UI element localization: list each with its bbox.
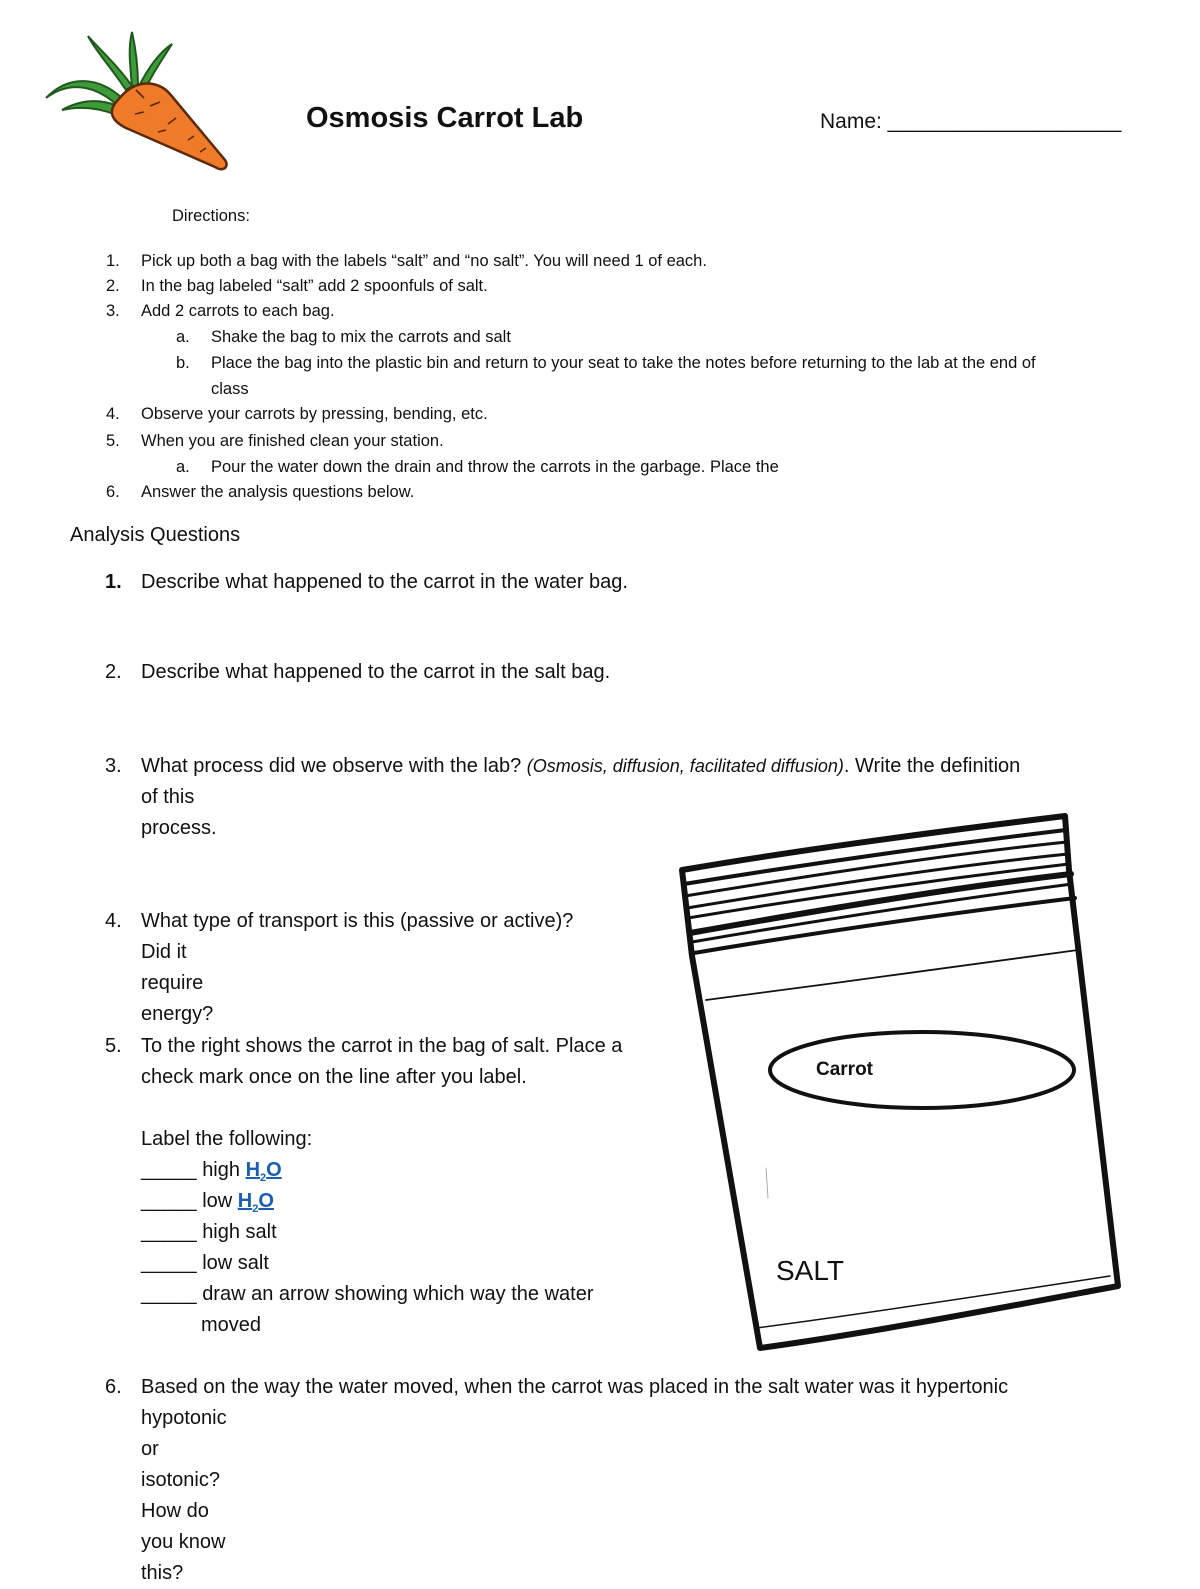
analysis-heading: Analysis Questions: [70, 524, 241, 546]
label-arrow: _____ draw an arrow showing which way the water: [141, 1283, 594, 1305]
label-low-h2o: _____ low $H_2O$: [141, 1190, 274, 1215]
label-low-salt: _____ low salt: [141, 1252, 269, 1274]
carrot-body: [112, 83, 227, 169]
label-arrow-continued: moved: [201, 1314, 262, 1336]
h2o-link[interactable]: $H_2O$: [237, 1190, 274, 1215]
label-high-h2o: _____ high $H_2O$: [141, 1159, 282, 1184]
name-field-label: Name: ____________________: [820, 110, 1122, 133]
directions-label: Directions:: [172, 207, 250, 225]
label-heading: Label the following:: [141, 1128, 313, 1150]
page-title: Osmosis Carrot Lab: [306, 102, 584, 134]
salt-label: SALT: [776, 1255, 844, 1286]
carrot-label: Carrot: [816, 1059, 874, 1080]
label-high-salt: _____ high salt: [141, 1221, 277, 1243]
salt-bag-illustration: [670, 808, 1130, 1360]
process-options: (Osmosis, diffusion, facilitated diffusion): [526, 756, 844, 776]
carrot-illustration: [40, 28, 235, 178]
h2o-link[interactable]: $H_2O$: [245, 1159, 282, 1184]
